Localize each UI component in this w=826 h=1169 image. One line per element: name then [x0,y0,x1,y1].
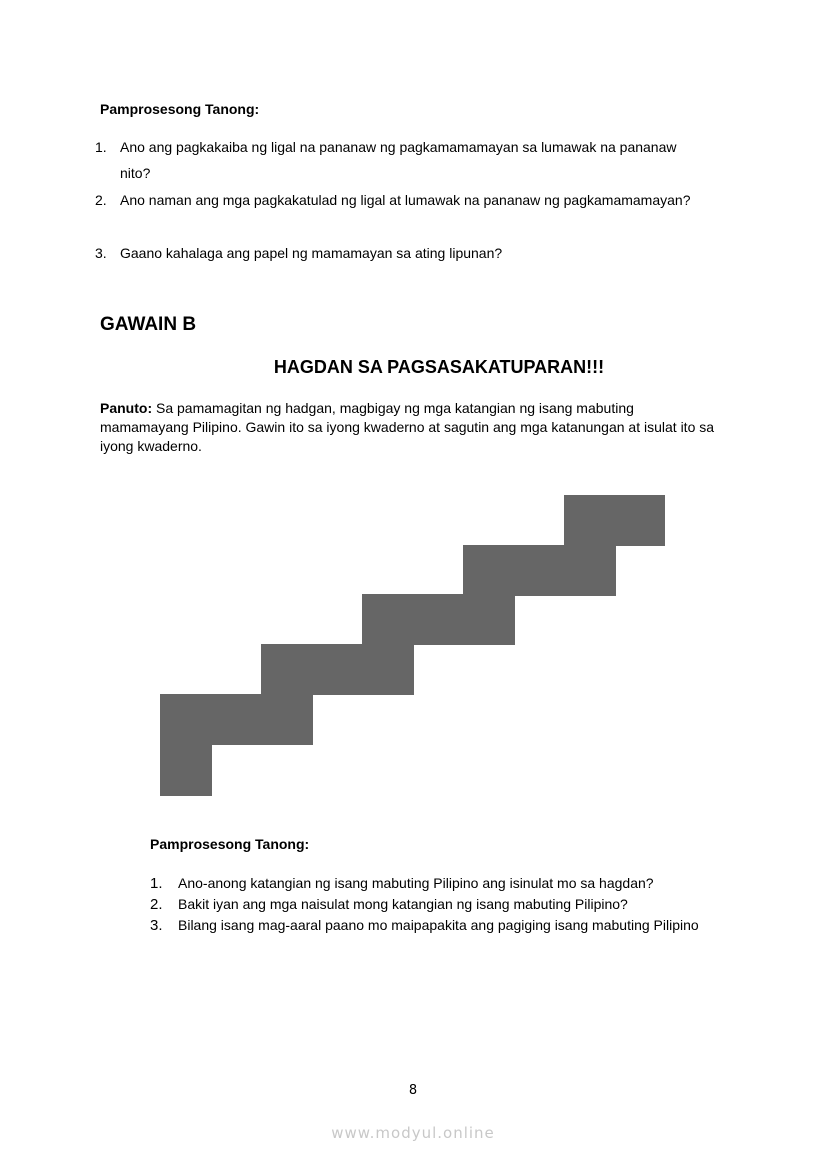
question-item [95,187,695,213]
stair-riser [160,745,212,796]
activity-label: GAWAIN B [100,314,197,335]
question-text: Bakit iyan ang mga naisulat mong katangian ng isang mabuting Pilipino? [178,896,628,912]
question-number: 1. [150,875,163,892]
question-item [95,240,695,266]
question-number: 3. [95,245,107,261]
question-text: Ano naman ang mga pagkakatulad ng ligal at lumawak na pananaw ng pagkamamamayan? [120,192,691,208]
question-item [150,894,727,915]
question-number: 2. [150,896,163,913]
question-number: 3. [150,917,163,934]
instructions-label: Panuto: [100,400,153,416]
question-item [150,873,727,894]
stair-riser [362,644,414,695]
question-text: Gaano kahalaga ang papel ng mamamayan sa ating lipunan? [120,245,503,261]
page-number: 8 [408,1083,418,1098]
stair-step [564,495,665,546]
instructions [100,399,720,456]
question-text: Ano ang pagkakaiba ng ligal na pananaw ng pagkamamamayan sa lumawak na pananaw nito? [120,139,677,181]
stair-riser [261,694,313,745]
question-text: Ano-anong katangian ng isang mabuting Pilipino ang isinulat mo sa hagdan? [178,875,654,891]
question-text: Bilang isang mag-aaral paano mo maipapakita ang pagiging isang mabuting Pilipino [178,917,699,933]
instructions-text: Sa pamamagitan ng hadgan, magbigay ng mga katangian ng isang mabuting mamamayang Pilipino. Gawin ito sa iyong kwaderno at sagutin ang mga katanungan at isulat ito sa iyong kwaderno. [100,400,715,454]
stair-riser [463,594,515,645]
processing-questions-heading-2: Pamprosesong Tanong: [150,836,310,852]
activity-title: HAGDAN SA PAGSASAKATUPARAN!!! [273,357,605,377]
watermark: www.modyul.online [331,1124,495,1142]
question-number: 1. [95,139,107,155]
question-number: 2. [95,192,107,208]
processing-questions-heading: Pamprosesong Tanong: [100,101,260,117]
question-item [95,134,695,186]
stair-riser [564,545,616,596]
question-item [150,915,727,936]
